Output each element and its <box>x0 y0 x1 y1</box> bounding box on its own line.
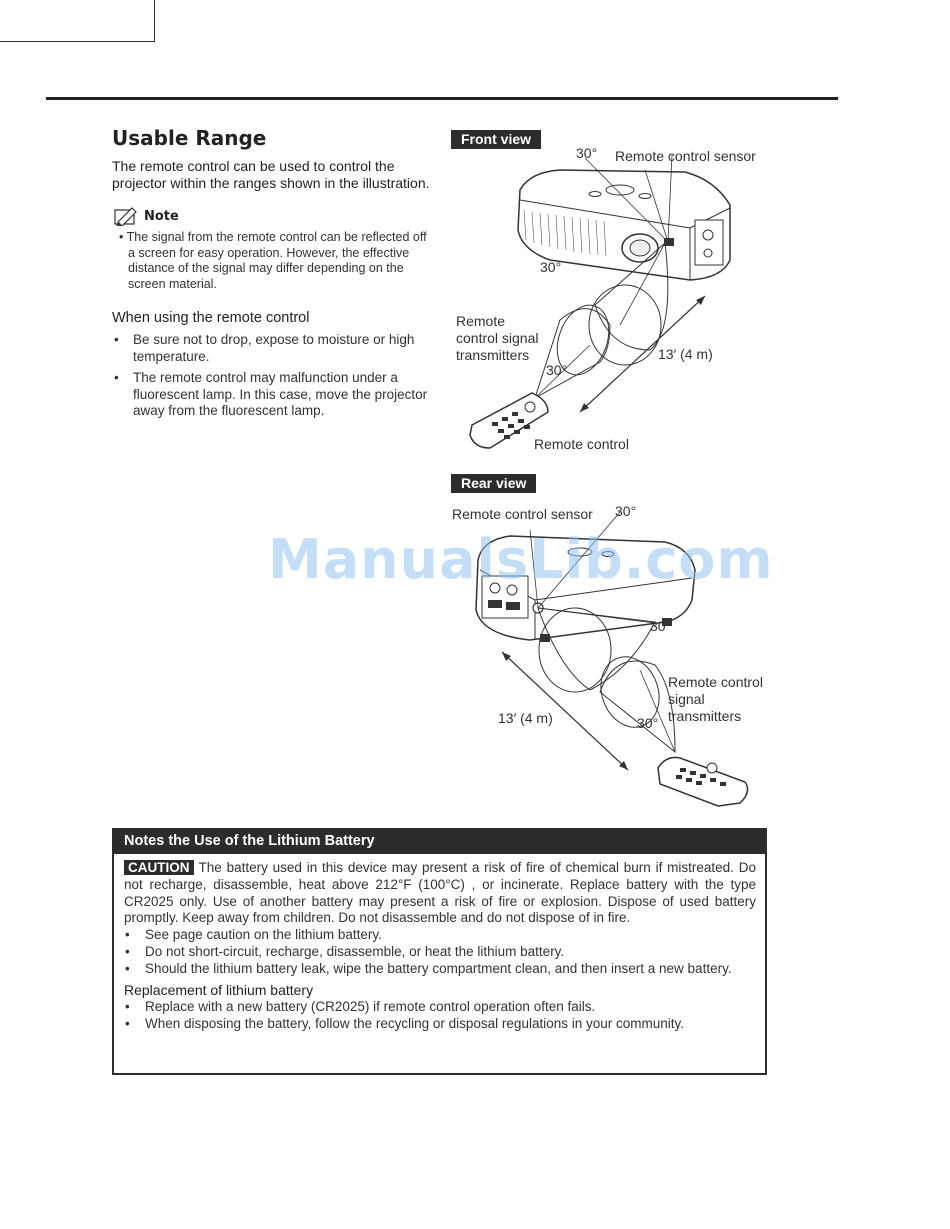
left-column <box>112 126 430 425</box>
rear-transmitters-label-line2: signal <box>668 691 705 707</box>
front-angle-top: 30° <box>576 145 598 161</box>
section-title: Usable Range <box>112 126 267 150</box>
remote-use-list <box>112 332 430 420</box>
front-transmitters-label-line1: Remote <box>456 313 506 329</box>
battery-body <box>114 854 765 1033</box>
list-item: • When disposing the battery, follow the recycling or disposal regulations in your community. <box>124 1016 756 1033</box>
rear-angle-right: 30° <box>650 618 672 634</box>
list-item: • The remote control may malfunction under a fluorescent lamp. In this case, move the projector away from the fluorescent lamp. <box>112 370 430 420</box>
replacement-heading: Replacement of lithium battery <box>124 981 314 998</box>
list-item: • Should the lithium battery leak, wipe the battery compartment clean, and then insert a new battery. <box>124 961 756 978</box>
caution-paragraph <box>124 860 756 927</box>
corner-box <box>0 0 155 42</box>
list-item: • See page caution on the lithium battery. <box>124 927 756 944</box>
list-item: • Do not short-circuit, recharge, disassemble, or heat the lithium battery. <box>124 944 756 961</box>
front-distance-label: 13′ (4 m) <box>658 346 713 362</box>
top-rule <box>46 97 838 100</box>
front-view-illustration <box>440 150 780 460</box>
rear-sensor-label: Remote control sensor <box>452 506 593 522</box>
list-item: • Be sure not to drop, expose to moisture or high temperature. <box>112 332 430 365</box>
front-sensor-label: Remote control sensor <box>615 148 756 164</box>
battery-list <box>124 927 756 977</box>
intro-text: The remote control can be used to control the projector within the ranges shown in the illustration. <box>112 158 430 191</box>
front-transmitters-label-line3: transmitters <box>456 347 530 363</box>
remote-use-heading: When using the remote control <box>112 310 310 327</box>
rear-distance-label: 13′ (4 m) <box>498 710 553 726</box>
note-text: • The signal from the remote control can be reflected off a screen for easy operation. However, the effective distance of the signal may differ depending on the screen material. <box>119 230 427 291</box>
watermark: ManualsLib.com <box>268 528 774 591</box>
rear-angle-remote: 30° <box>637 715 659 731</box>
rear-transmitters-label-line1: Remote control <box>668 674 763 690</box>
front-transmitters-label-line2: control signal <box>456 330 539 346</box>
rear-view-tag: Rear view <box>451 474 536 493</box>
rear-angle-top: 30° <box>615 503 637 519</box>
battery-header: Notes the Use of the Lithium Battery <box>114 830 765 854</box>
pencil-note-icon <box>112 206 142 226</box>
replacement-list <box>124 999 756 1033</box>
caution-tag: CAUTION <box>124 860 194 875</box>
front-remote-label: Remote control <box>534 436 629 452</box>
rear-transmitters-label-line3: transmitters <box>668 708 742 724</box>
caution-text: The battery used in this device may present a risk of fire of chemical burn if mistreated. Do not recharge, disassemble, heat above 212°F (100°C) , or incinerate. Replace battery with the type CR2025 only. Use of another battery may present a risk of fire or explosion. Dispose of used battery promptly. Keep away from children. Do not disassemble and do not dispose of in fire. <box>124 860 756 926</box>
battery-notes-box <box>112 828 767 1075</box>
front-angle-left: 30° <box>540 259 562 275</box>
note-heading <box>112 206 430 226</box>
note-label: Note <box>144 208 179 224</box>
front-angle-remote: 30° <box>546 362 568 378</box>
list-item: • Replace with a new battery (CR2025) if remote control operation often fails. <box>124 999 756 1016</box>
front-view-tag: Front view <box>451 130 541 149</box>
